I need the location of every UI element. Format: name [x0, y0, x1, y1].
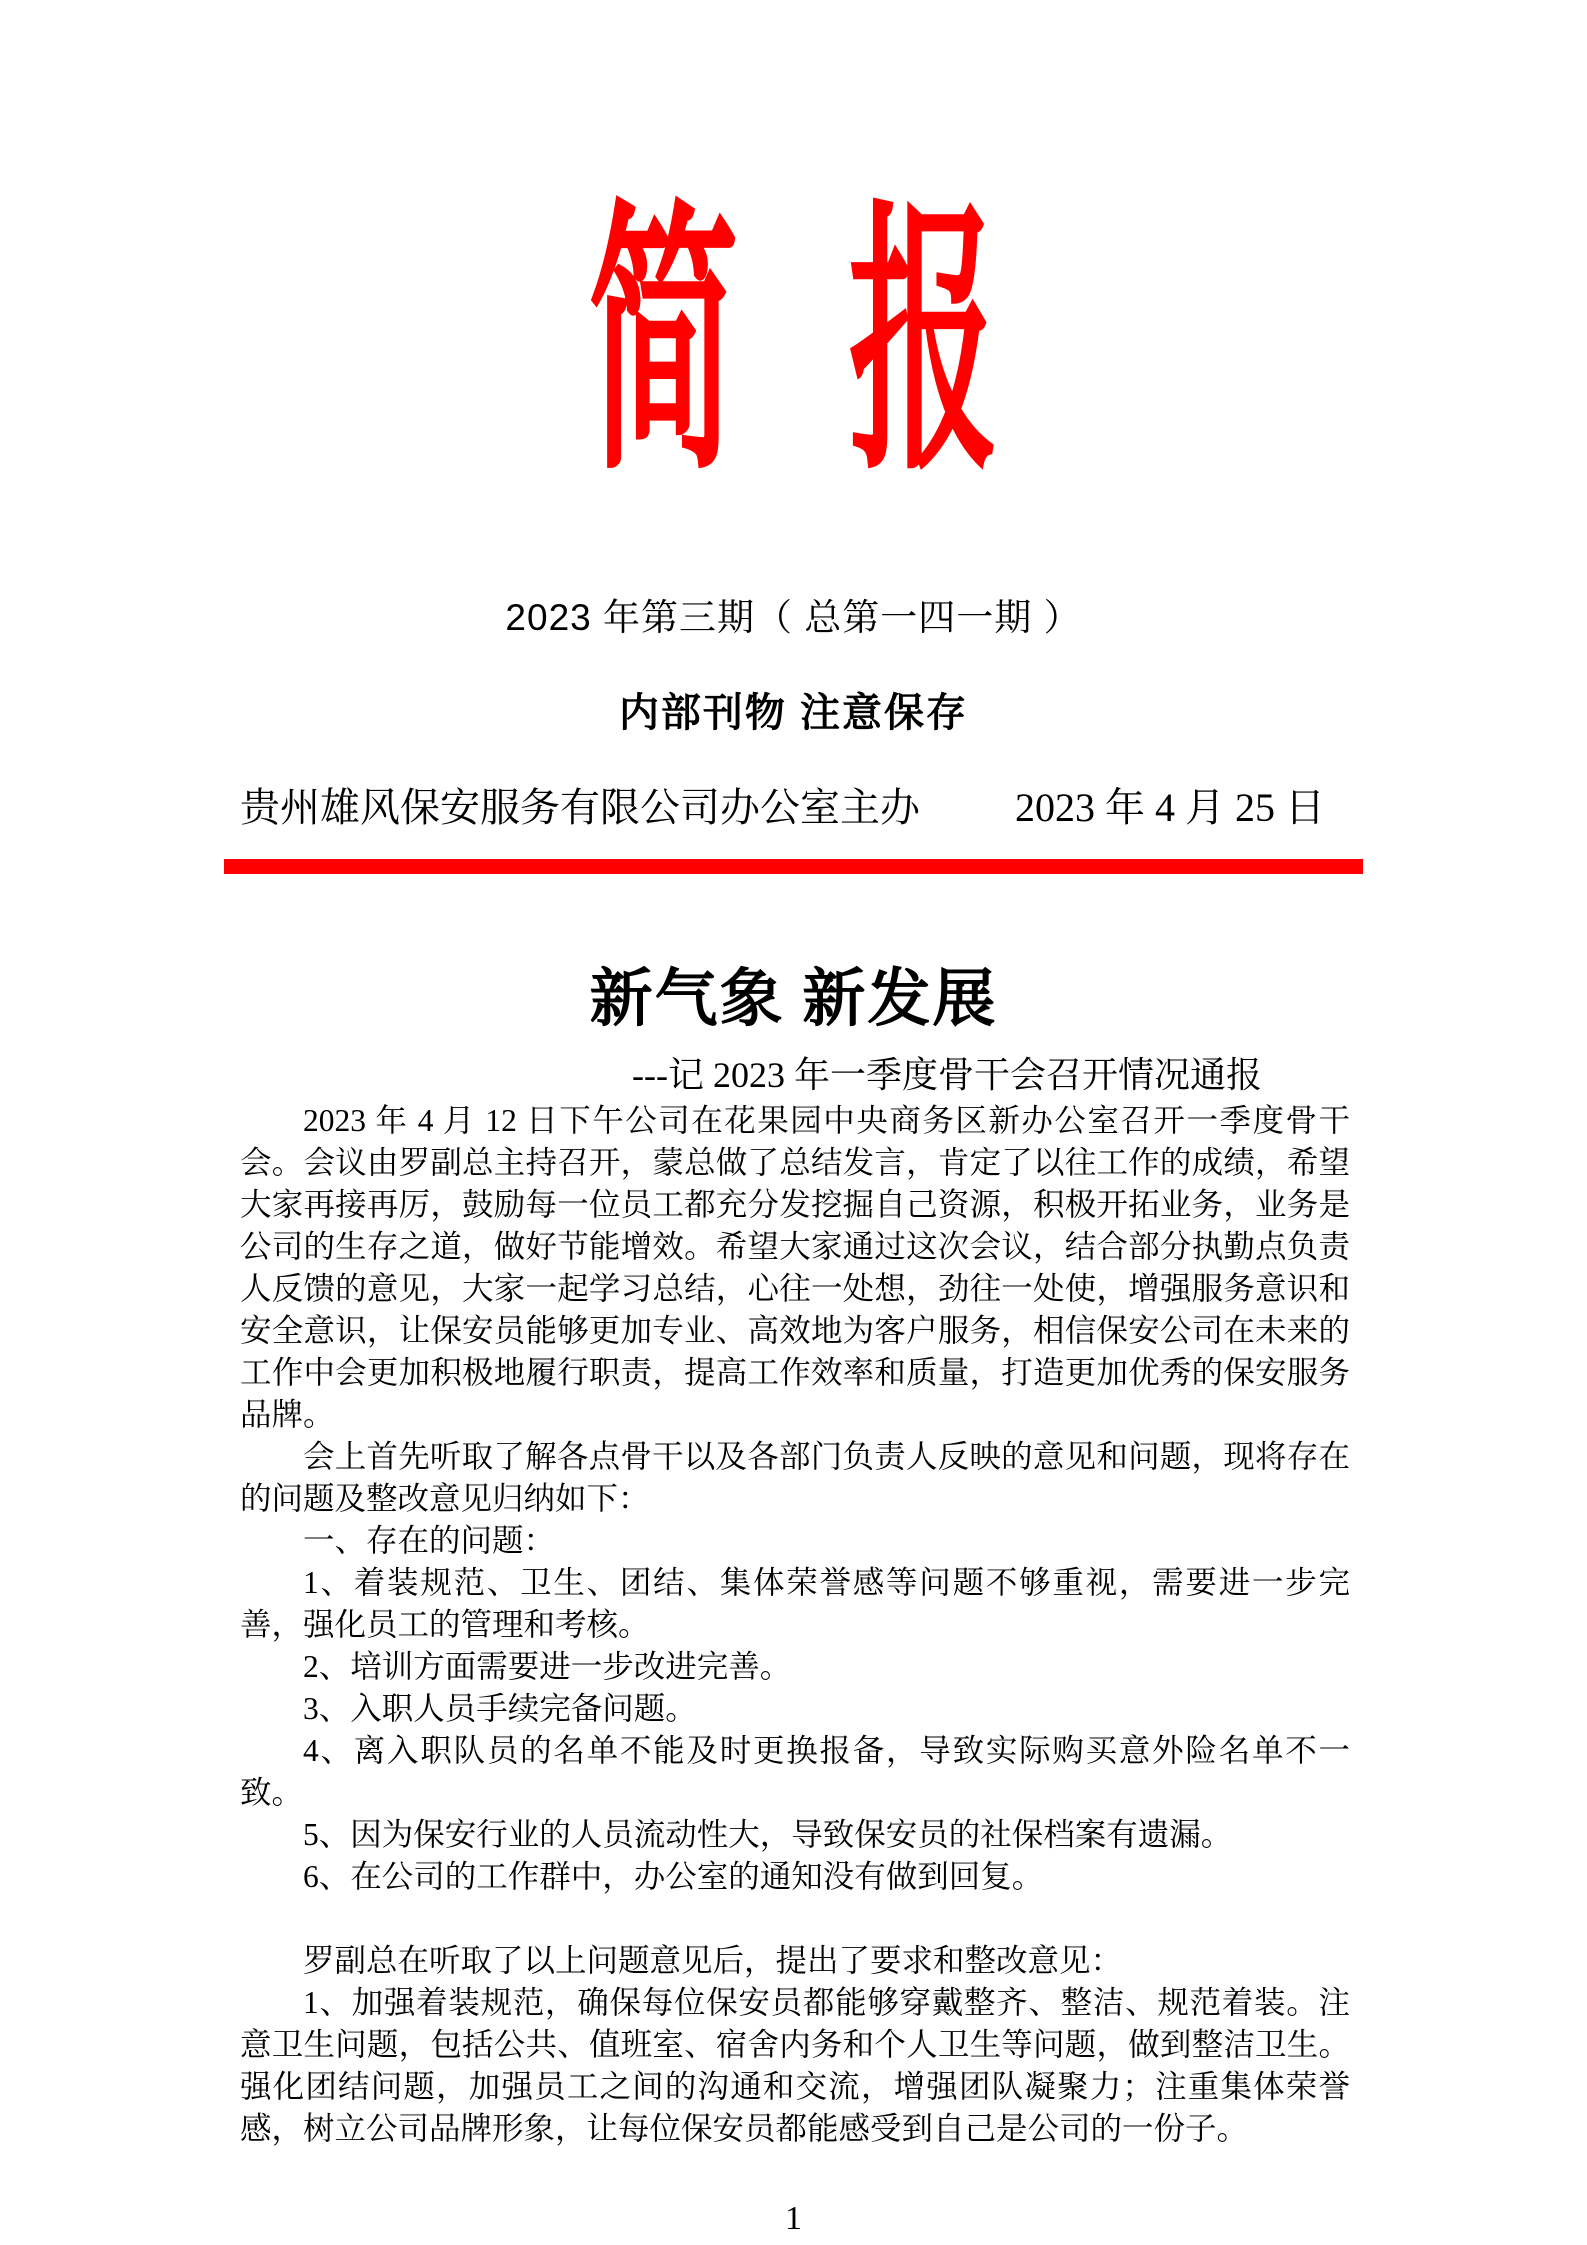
masthead-char-2: 报	[848, 181, 999, 502]
issue-line: 2023 年第三期（ 总第一四一期 ）	[505, 597, 1082, 638]
body-paragraph: 一、存在的问题：	[303, 1523, 556, 1558]
body-paragraph: 罗副总在听取了以上问题意见后，提出了要求和整改意见：	[303, 1943, 1123, 1978]
body-paragraph: 1、着装规范、卫生、团结、集体荣誉感等问题不够重视，需要进一步完善，强化员工的管理和考核。	[240, 1565, 1350, 1642]
body-paragraph: 6、在公司的工作群中，办公室的通知没有做到回复。	[303, 1859, 1044, 1894]
article-subtitle: ---记 2023 年一季度骨干会召开情况通报	[632, 1055, 1262, 1095]
article-body	[240, 1100, 1350, 2150]
body-paragraph: 4、离入职队员的名单不能及时更换报备，导致实际购买意外险名单不一致。	[240, 1733, 1350, 1810]
body-paragraph: 2、培训方面需要进一步改进完善。	[303, 1649, 792, 1684]
body-paragraph: 1、加强着装规范，确保每位保安员都能够穿戴整齐、整洁、规范着装。注意卫生问题，包括公共、值班室、宿舍内务和个人卫生等问题，做到整洁卫生。强化团结问题，加强员工之间的沟通和交流，增强团队凝聚力；注重集体荣誉感，树立公司品牌形象，让每位保安员都能感受到自己是公司的一份子。	[240, 1985, 1350, 2146]
body-paragraph: 5、因为保安行业的人员流动性大，导致保安员的社保档案有遗漏。	[303, 1817, 1233, 1852]
internal-notice: 内部刊物 注意保存	[618, 691, 969, 735]
page-number: 1	[785, 2200, 802, 2237]
body-paragraph: 2023 年 4 月 12 日下午公司在花果园中央商务区新办公室召开一季度骨干会。会议由罗副总主持召开，蒙总做了总结发言，肯定了以往工作的成绩，希望大家再接再厉，鼓励每一位员工都充分发挖掘自己资源，积极开拓业务，业务是公司的生存之道，做好节能增效。希望大家通过这次会议，结合部分执勤点负责人反馈的意见，大家一起学习总结，心往一处想，劲往一处使，增强服务意识和安全意识，让保安员能够更加专业、高效地为客户服务，相信保安公司在未来的工作中会更加积极地履行职责，提高工作效率和质量，打造更加优秀的保安服务品牌。	[240, 1103, 1350, 1432]
body-paragraph: 3、入职人员手续完备问题。	[303, 1691, 697, 1726]
body-paragraph: 会上首先听取了解各点骨干以及各部门负责人反映的意见和问题，现将存在的问题及整改意见归纳如下：	[240, 1439, 1350, 1516]
publisher-row	[240, 776, 1350, 833]
publish-date: 2023 年 4 月 25 日	[1015, 785, 1325, 830]
bulletin-masthead	[0, 59, 1587, 623]
article-title: 新气象 新发展	[589, 964, 998, 1034]
red-divider	[224, 859, 1363, 874]
masthead-char-1: 简	[588, 181, 739, 502]
body-paragraph-blank	[240, 1898, 1350, 1940]
publisher-name: 贵州雄风保安服务有限公司办公室主办	[240, 785, 920, 830]
